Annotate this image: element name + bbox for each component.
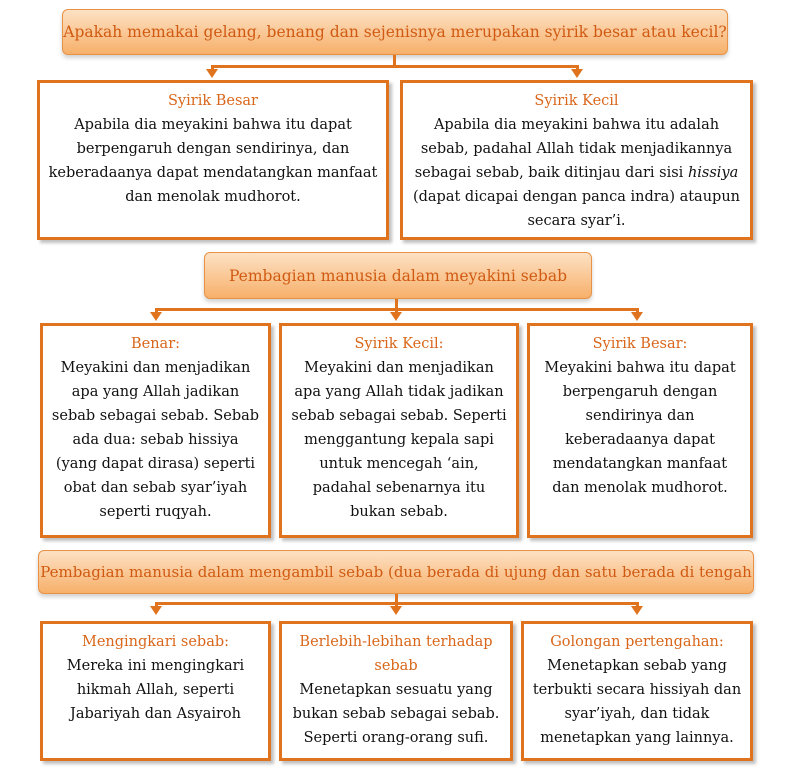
box-text: Menetapkan sebab yang terbukti secara hissiyah dan syar’iyah, dan tidak menetapkan yang lainnya. (532, 658, 742, 746)
box-text: Meyakini bahwa itu dapat berpengaruh dengan sendirinya dan keberadaanya dapat mendatangkan manfaat dan menolak mudhorot. (544, 360, 736, 496)
connector (211, 65, 579, 68)
question-header (62, 9, 728, 55)
box-title: Berlebih-lebihan terhadap sebab (299, 634, 493, 674)
box-golongan-pertengahan (521, 621, 753, 761)
box-title: Benar: (130, 336, 181, 352)
arrow-icon (631, 312, 643, 321)
header-meyakini-sebab (204, 252, 592, 299)
box-text: Mereka ini mengingkari hikmah Allah, seperti Jabariyah dan Asyairoh (66, 658, 245, 722)
box-berlebih-lebihan (279, 621, 513, 761)
box-text: Meyakini dan menjadikan apa yang Allah jadikan sebab sebagai sebab. Sebab ada dua: sebab hissiya (yang dapat dirasa) seperti obat dan sebab syar’iyah seperti ruqyah. (51, 360, 260, 520)
box-text: Menetapkan sesuatu yang bukan sebab sebagai sebab. Seperti orang-orang sufi. (292, 682, 500, 746)
arrow-icon (571, 69, 583, 78)
header-text: Pembagian manusia dalam meyakini sebab (228, 266, 568, 285)
box-benar (40, 323, 271, 538)
arrow-icon (150, 312, 162, 321)
box-title: Golongan pertengahan: (550, 634, 724, 650)
question-text: Apakah memakai gelang, benang dan sejenisnya merupakan syirik besar atau kecil? (63, 23, 727, 41)
box-syirik-kecil-2 (279, 323, 519, 538)
box-text: Meyakini dan menjadikan apa yang Allah tidak jadikan sebab sebagai sebab. Seperti menggantung kepala sapi untuk mencegah ‘ain, padahal sebenarnya itu bukan sebab. (291, 360, 507, 520)
box-text: Apabila dia meyakini bahwa itu adalah sebab, padahal Allah tidak menjadikannya sebagai sebab, baik ditinjau dari sisi hissiya (dapat dicapai dengan panca indra) ataupun secara syar’i. (412, 117, 741, 229)
box-syirik-kecil (400, 80, 753, 240)
arrow-icon (390, 606, 402, 615)
box-title: Mengingkari sebab: (81, 634, 230, 650)
box-title: Syirik Kecil (534, 93, 619, 109)
box-title: Syirik Kecil: (354, 336, 444, 352)
box-title: Syirik Besar: (592, 336, 688, 352)
box-mengingkari-sebab (40, 621, 271, 761)
arrow-icon (390, 312, 402, 321)
arrow-icon (631, 606, 643, 615)
box-text: Apabila dia meyakini bahwa itu dapat berpengaruh dengan sendirinya, dan keberadaanya dapat mendatangkan manfaat dan menolak mudhorot. (48, 117, 378, 205)
box-syirik-besar (37, 80, 389, 240)
arrow-icon (206, 69, 218, 78)
arrow-icon (150, 606, 162, 615)
box-title: Syirik Besar (168, 93, 258, 109)
box-syirik-besar-2 (527, 323, 753, 538)
header-text: Pembagian manusia dalam mengambil sebab (dua berada di ujung dan satu berada di tengah (40, 563, 752, 581)
header-mengambil-sebab (38, 550, 754, 594)
